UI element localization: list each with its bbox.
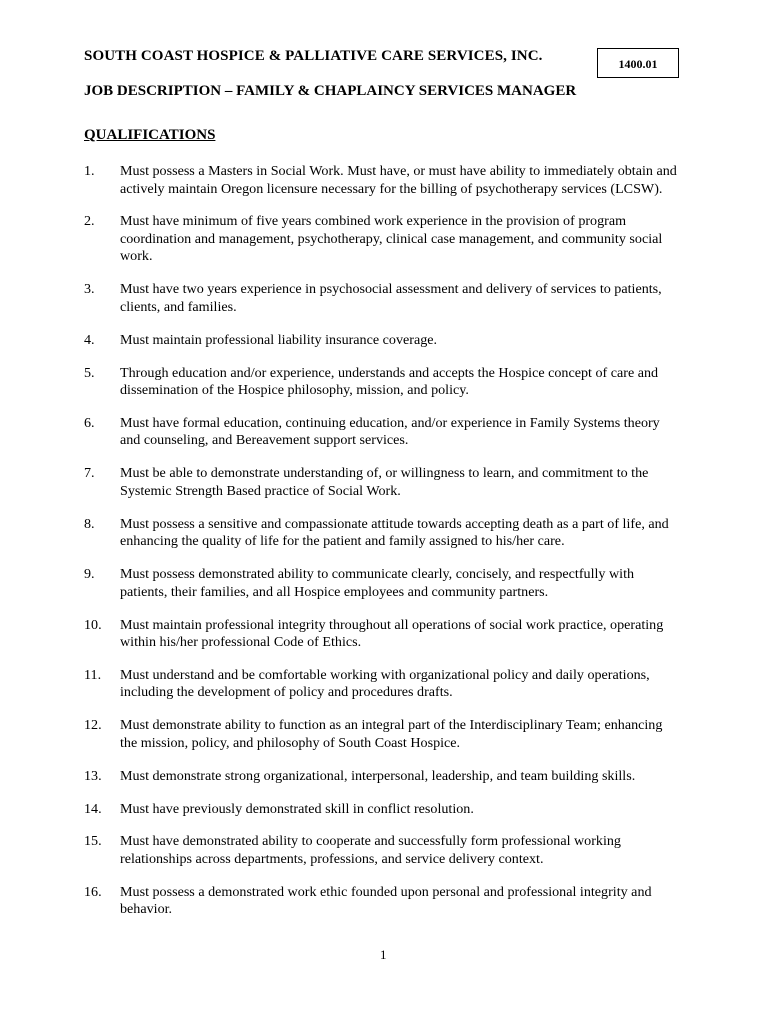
qualification-number: 9. <box>84 566 95 583</box>
qualification-text: Must possess a sensitive and compassionate attitude towards accepting death as a part of life, and enhancing the quality of life for the patient and family assigned to his/her care. <box>120 515 669 550</box>
qualification-item <box>84 281 680 316</box>
qualifications-list <box>84 163 680 934</box>
document-number-box <box>597 48 679 78</box>
qualification-item <box>84 768 680 786</box>
qualification-item <box>84 801 680 819</box>
qualification-text: Must demonstrate ability to function as an integral part of the Interdisciplinary Team; enhancing the mission, policy, and philosophy of South Coast Hospice. <box>120 717 663 751</box>
qualification-number: 7. <box>84 465 95 482</box>
qualification-number: 13. <box>84 767 102 784</box>
qualification-number: 8. <box>84 515 95 532</box>
page-number: 1 <box>380 947 387 962</box>
qualification-text: Must have previously demonstrated skill in conflict resolution. <box>120 800 474 817</box>
qualification-number: 16. <box>84 883 102 900</box>
qualification-text: Must have demonstrated ability to cooperate and successfully form professional working relationships across departments, professions, and service delivery context. <box>120 833 621 867</box>
qualification-item <box>84 332 680 350</box>
qualification-item <box>84 465 680 500</box>
qualification-number: 1. <box>84 163 95 179</box>
qualification-item <box>84 415 680 450</box>
qualification-item <box>84 163 680 198</box>
job-description-title: JOB DESCRIPTION – FAMILY & CHAPLAINCY SERVICES MANAGER <box>84 83 577 99</box>
qualification-number: 14. <box>84 800 102 817</box>
qualification-number: 12. <box>84 717 102 734</box>
qualification-text: Must understand and be comfortable working with organizational policy and daily operations, including the development of policy and procedures drafts. <box>120 666 650 701</box>
qualification-text: Through education and/or experience, understands and accepts the Hospice concept of care and dissemination of the Hospice philosophy, mission, and policy. <box>120 364 659 399</box>
qualification-number: 11. <box>84 666 102 683</box>
qualification-item <box>84 566 680 601</box>
qualification-item <box>84 884 680 919</box>
qualification-number: 6. <box>84 414 95 431</box>
qualification-text: Must maintain professional liability insurance coverage. <box>120 331 438 348</box>
qualification-text: Must be able to demonstrate understanding of, or willingness to learn, and commitment to the Systemic Strength Based practice of Social Work. <box>120 465 649 499</box>
qualification-item <box>84 516 680 551</box>
qualification-number: 5. <box>84 364 95 381</box>
qualification-item <box>84 213 680 266</box>
qualification-item <box>84 365 680 400</box>
qualification-number: 10. <box>84 616 102 633</box>
qualification-text: Must maintain professional integrity throughout all operations of social work practice, operating within his/her professional Code of Ethics. <box>120 616 664 651</box>
qualification-text: Must possess demonstrated ability to communicate clearly, concisely, and respectfully with patients, their families, and all Hospice employees and community partners. <box>120 566 635 600</box>
qualification-item <box>84 617 680 652</box>
qualification-text: Must demonstrate strong organizational, interpersonal, leadership, and team building skills. <box>120 767 636 784</box>
qualification-item <box>84 833 680 868</box>
organization-title: SOUTH COAST HOSPICE & PALLIATIVE CARE SERVICES, INC. <box>84 48 543 64</box>
qualification-number: 2. <box>84 213 95 230</box>
qualification-number: 15. <box>84 833 102 850</box>
qualification-text: Must have two years experience in psychosocial assessment and delivery of services to patients, clients, and families. <box>120 281 662 315</box>
qualification-number: 3. <box>84 281 95 298</box>
qualifications-heading: QUALIFICATIONS <box>84 127 216 143</box>
qualification-text: Must possess a Masters in Social Work. Must have, or must have ability to immediately obtain and actively maintain Oregon licensure necessary for the billing of psychotherapy services (LCSW). <box>120 163 677 197</box>
qualification-text: Must have formal education, continuing education, and/or experience in Family Systems theory and counseling, and Bereavement support services. <box>120 414 660 449</box>
qualification-item <box>84 667 680 702</box>
document-number: 1400.01 <box>618 56 658 71</box>
qualification-text: Must possess a demonstrated work ethic founded upon personal and professional integrity and behavior. <box>120 883 652 918</box>
qualification-number: 4. <box>84 331 95 348</box>
qualification-item <box>84 717 680 752</box>
qualification-text: Must have minimum of five years combined work experience in the provision of program coordination and management, psychotherapy, clinical case management, and community social work. <box>120 213 663 265</box>
